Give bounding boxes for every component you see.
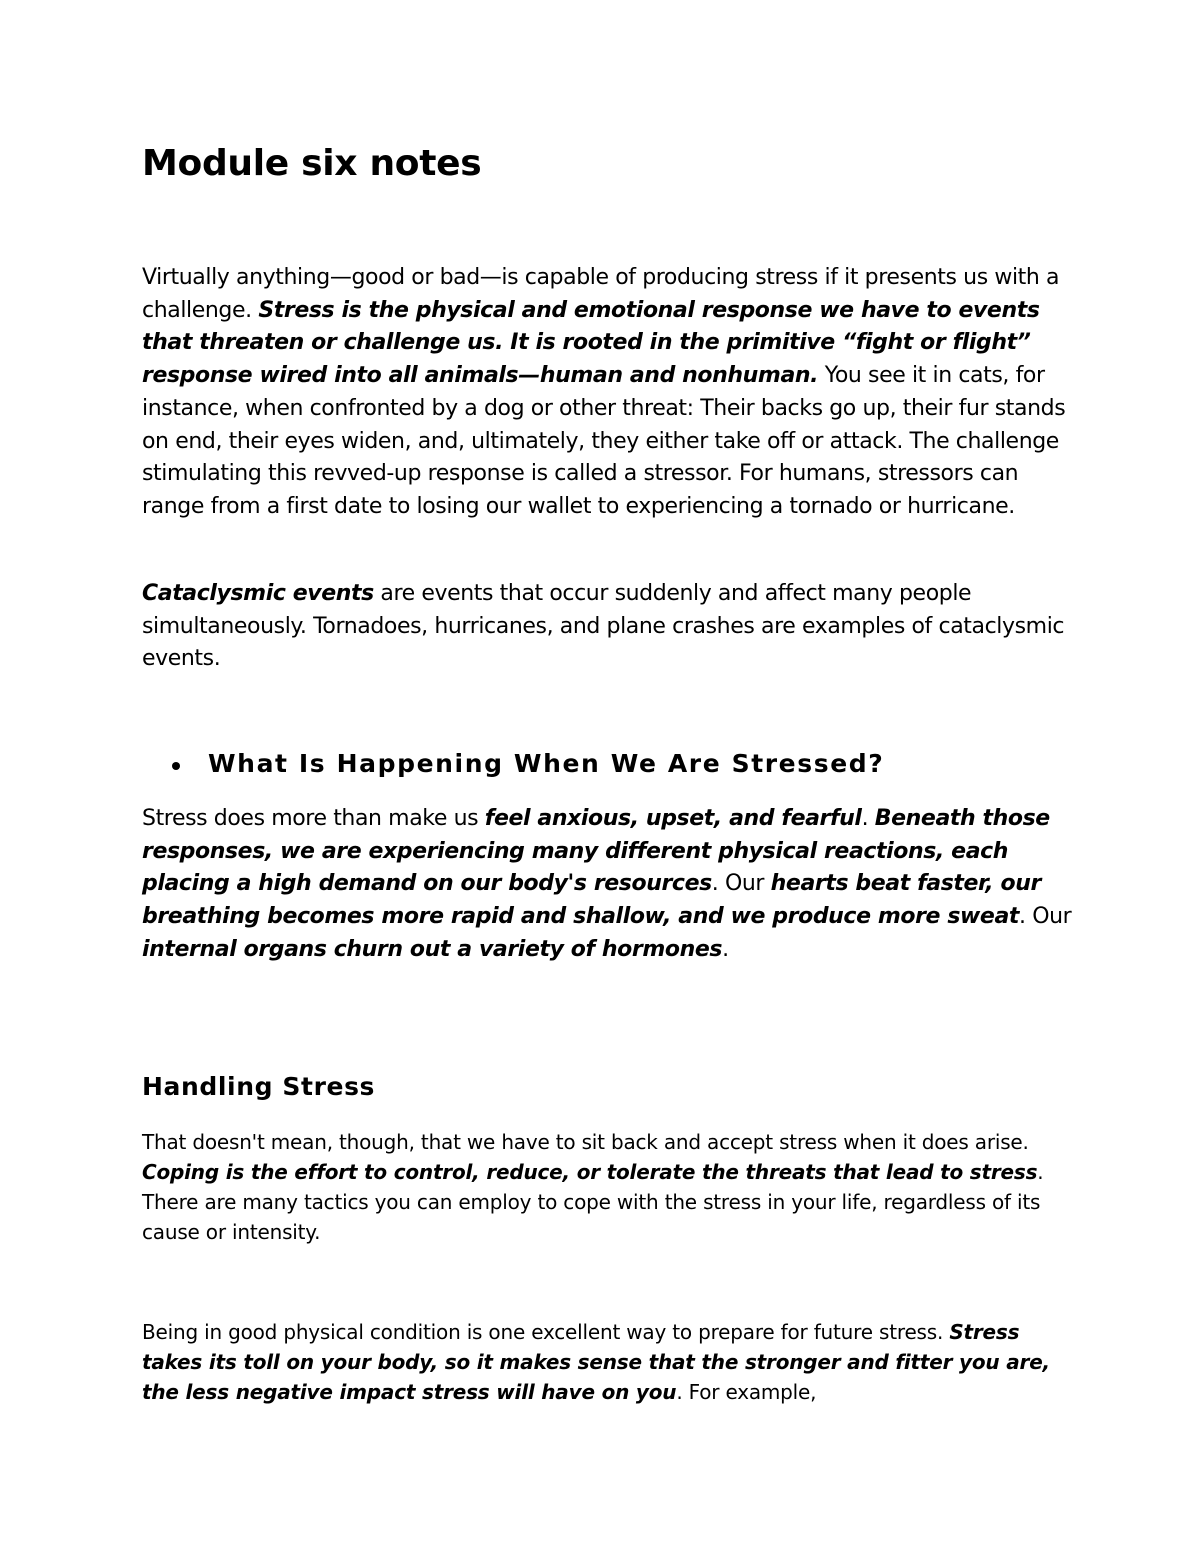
text-run: . There are many tactics you can employ to cope with the stress in your life, regardless of its cause or intensity. bbox=[142, 1160, 1044, 1244]
emphasis-text: internal organs churn out a variety of hormones bbox=[142, 936, 723, 962]
paragraph-cataclysmic-events bbox=[142, 578, 1072, 676]
bullet-list-item bbox=[172, 746, 884, 782]
paragraph-stress-reactions bbox=[142, 803, 1072, 967]
text-run: Virtually anything—good or bad—is capable of producing stress if it presents us with a challenge. bbox=[142, 265, 1060, 323]
text-run: You see it in cats, for instance, when confronted by a dog or other threat: Their backs go up, their fur stands on end, their eyes widen, and, ultimately, they either take off or attack. The challenge stimulating this revved-up response is called a stressor. For humans, stressors can range from a first date to losing our wallet to experiencing a tornado or hurricane. bbox=[142, 363, 1066, 519]
section-heading: Handling Stress bbox=[142, 1072, 376, 1101]
text-run: are events that occur suddenly and affect many people simultaneously. Tornadoes, hurricanes, and plane crashes are examples of cataclysmic events. bbox=[142, 581, 1065, 672]
paragraph-physical-condition bbox=[142, 1317, 1082, 1407]
text-run: . For example, bbox=[676, 1380, 817, 1404]
emphasis-text: feel anxious, upset, and fearful bbox=[484, 806, 862, 831]
paragraph-coping bbox=[142, 1127, 1082, 1247]
text-run: . Our bbox=[1019, 904, 1072, 930]
bullet-heading: What Is Happening When We Are Stressed? bbox=[208, 749, 885, 778]
document-title: Module six notes bbox=[142, 143, 482, 184]
text-run: . bbox=[861, 806, 875, 831]
text-run: . Our bbox=[711, 871, 771, 897]
emphasis-text: Stress is the physical and emotional response we have to events that threaten or challenge us. It is rooted in the primitive “fight or flight” response wired into all animals—human and nonhuman. bbox=[142, 297, 1040, 389]
text-run: . bbox=[722, 936, 729, 962]
emphasis-text: hearts beat faster, our breathing becomes more rapid and shallow, and we produce more sweat bbox=[142, 871, 1041, 930]
emphasis-text: Stress takes its toll on your body, so it makes sense that the stronger and fitter you are, the less negative impact stress will have on you bbox=[142, 1320, 1050, 1404]
emphasis-text: Cataclysmic events bbox=[142, 581, 374, 606]
emphasis-text: Beneath those responses, we are experiencing many different physical reactions, each placing a high demand on our body's resources bbox=[142, 806, 1050, 897]
text-run: Stress does more than make us bbox=[142, 806, 485, 831]
text-run: Being in good physical condition is one excellent way to prepare for future stress. bbox=[142, 1320, 950, 1344]
text-run: That doesn't mean, though, that we have to sit back and accept stress when it does arise. bbox=[142, 1130, 1029, 1154]
bullet-icon bbox=[172, 762, 180, 770]
emphasis-text: Coping is the effort to control, reduce, or tolerate the threats that lead to stress bbox=[142, 1160, 1038, 1184]
paragraph-stress-intro bbox=[142, 262, 1072, 524]
